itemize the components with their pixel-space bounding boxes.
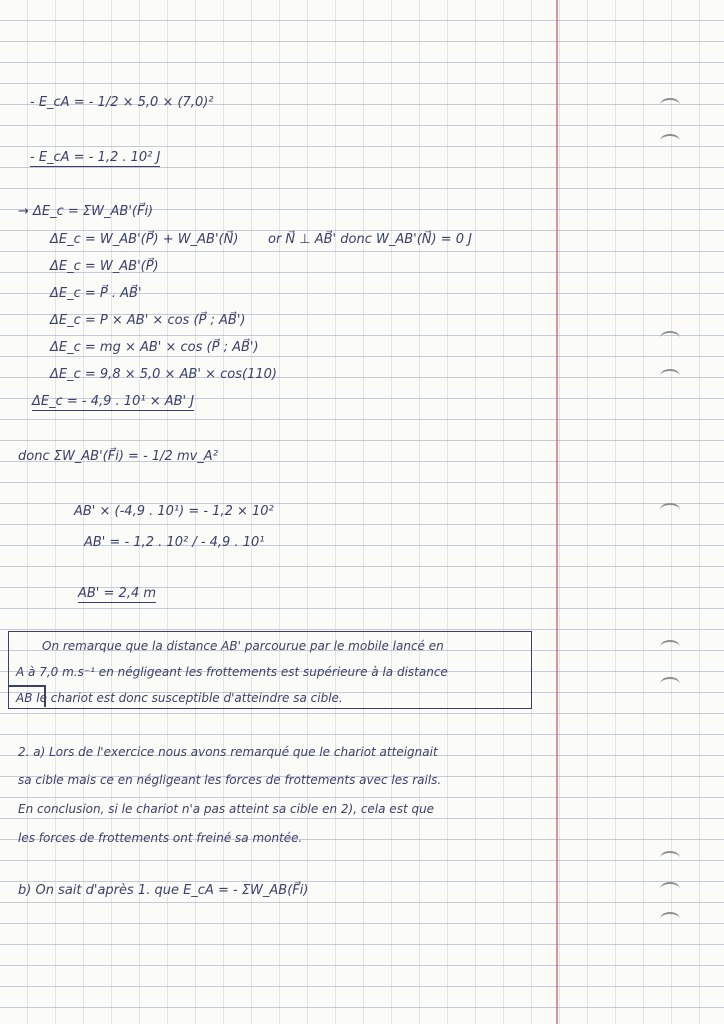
binder-hole-icon xyxy=(660,331,680,345)
equation-result: ΔE_c = - 4,9 . 10¹ × AB' J xyxy=(32,394,195,409)
binder-hole-icon xyxy=(660,503,680,517)
paragraph-line: les forces de frottements ont freiné sa montée. xyxy=(18,831,303,845)
equation-line: → ΔE_c = ΣW_AB'(F⃗i) xyxy=(18,204,154,219)
conclusion-line: A à 7,0 m.s⁻¹ en négligeant les frottements est supérieure à la distance xyxy=(16,665,448,679)
equation-line: AB' × (-4,9 . 10¹) = - 1,2 × 10² xyxy=(74,504,274,519)
equation-line: ΔE_c = P⃗ . AB⃗' xyxy=(50,286,142,301)
equation-line: donc ΣW_AB'(F⃗i) = - 1/2 mv_A² xyxy=(18,449,218,464)
conclusion-line: AB le chariot est donc susceptible d'atteindre sa cible. xyxy=(16,691,343,705)
equation-line: ΔE_c = W_AB'(P⃗) + W_AB'(N⃗) xyxy=(50,232,239,247)
equation-note: or N⃗ ⊥ AB⃗' donc W_AB'(N⃗) = 0 J xyxy=(268,232,472,247)
final-result: AB' = 2,4 m xyxy=(78,586,157,601)
paragraph-line: 2. a) Lors de l'exercice nous avons remarqué que le chariot atteignait xyxy=(18,745,438,759)
binder-hole-icon xyxy=(660,851,680,865)
conclusion-line: On remarque que la distance AB' parcourue par le mobile lancé en xyxy=(42,639,444,653)
binder-hole-icon xyxy=(660,98,680,112)
binder-hole-icon xyxy=(660,640,680,654)
equation-line: ΔE_c = mg × AB' × cos (P⃗ ; AB⃗') xyxy=(50,340,259,355)
paragraph-line: sa cible mais ce en négligeant les forces de frottements avec les rails. xyxy=(18,773,442,787)
binder-hole-icon xyxy=(660,912,680,926)
binder-hole-icon xyxy=(660,677,680,691)
equation-line: ΔE_c = W_AB'(P⃗) xyxy=(50,259,159,274)
binder-hole-icon xyxy=(660,369,680,383)
equation-line: ΔE_c = P × AB' × cos (P⃗ ; AB⃗') xyxy=(50,313,246,328)
equation-line: ΔE_c = 9,8 × 5,0 × AB' × cos(110) xyxy=(50,367,277,382)
equation-line: - E_cA = - 1/2 × 5,0 × (7,0)² xyxy=(30,95,214,110)
margin-line xyxy=(556,0,558,1024)
binder-hole-icon xyxy=(660,882,680,896)
equation-line: AB' = - 1,2 . 10² / - 4,9 . 10¹ xyxy=(84,535,265,550)
box-rule xyxy=(8,685,44,687)
paragraph-line: b) On sait d'après 1. que E_cA = - ΣW_AB(F⃗i) xyxy=(18,883,309,898)
binder-hole-icon xyxy=(660,134,680,148)
paragraph-line: En conclusion, si le chariot n'a pas atteint sa cible en 2), cela est que xyxy=(18,802,435,816)
equation-result: - E_cA = - 1,2 . 10² J xyxy=(30,150,161,165)
